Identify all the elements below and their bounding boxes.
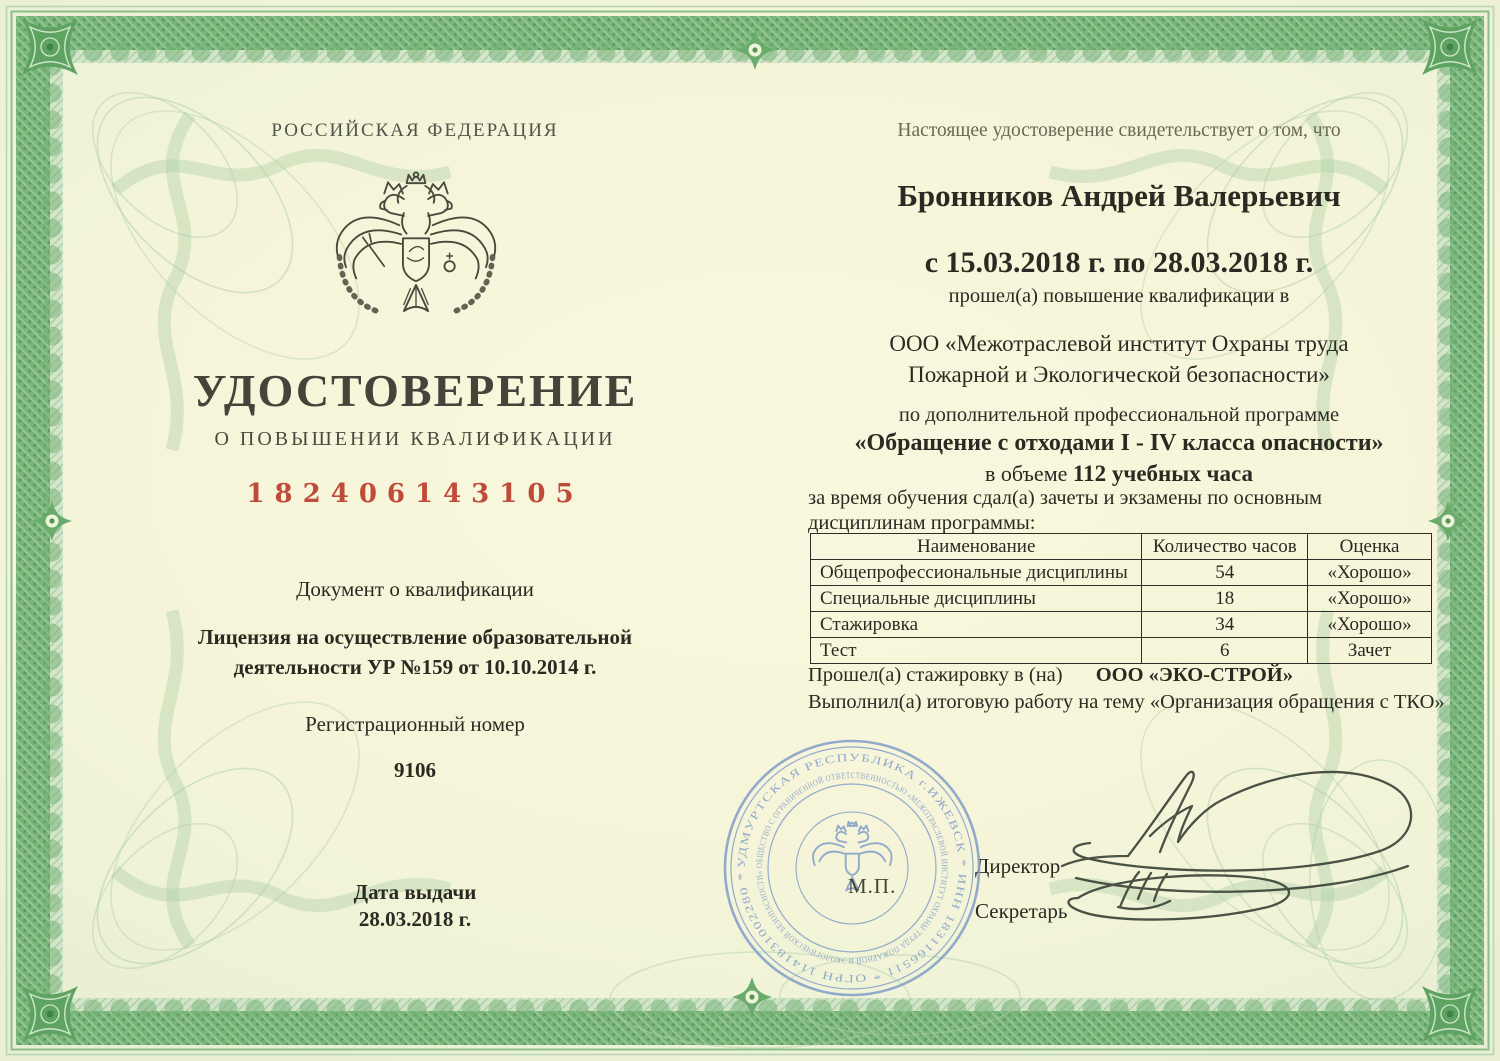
intro-line: Настоящее удостоверение свидетельствует о том, что [897, 120, 1341, 141]
certificate-subtitle: О ПОВЫШЕНИИ КВАЛИФИКАЦИИ [214, 428, 616, 450]
issue-date-label: Дата выдачи [353, 880, 477, 904]
svg-text:УДМУРТСКАЯ РЕСПУБЛИКА г.ИЖЕВСК [736, 752, 968, 984]
table-header-row [811, 534, 1432, 560]
final-work-line: Выполнил(а) итоговую работу на тему «Организация обращения с ТКО» [808, 691, 1445, 713]
director-signature [1062, 772, 1411, 892]
internship-line [808, 664, 1448, 687]
director-label: Директор [975, 854, 1061, 878]
official-stamp [718, 735, 988, 1005]
cell-name: Общепрофессиональные дисциплины [811, 560, 1142, 586]
secretary-signature [1069, 872, 1290, 920]
registration-number-value: 9106 [394, 758, 436, 782]
cell-hours: 34 [1142, 612, 1308, 638]
cell-name: Тест [811, 638, 1142, 664]
table-row [811, 612, 1432, 638]
program-label: по дополнительной профессиональной программе [898, 404, 1340, 426]
internship-prefix: Прошел(а) стажировку в (на) [808, 664, 1063, 686]
issue-date-value: 28.03.2018 г. [358, 907, 472, 931]
cell-grade: «Хорошо» [1308, 612, 1432, 638]
holder-name: Бронников Андрей Валерьевич [897, 178, 1341, 213]
mp-mark: М.П. [848, 874, 897, 898]
cell-name: Стажировка [811, 612, 1142, 638]
blank-number: 182406143105 [246, 479, 584, 509]
volume-prefix: в объеме [985, 461, 1073, 486]
cell-name: Специальные дисциплины [811, 586, 1142, 612]
certificate-title: УДОСТОВЕРЕНИЕ [192, 365, 638, 416]
internship-org: ООО «ЭКО-СТРОЙ» [1095, 664, 1293, 686]
disciplines-table [810, 533, 1432, 664]
volume-value: 112 учебных часа [1072, 461, 1253, 486]
col-header-grade: Оценка [1308, 534, 1432, 560]
volume-line [792, 461, 1446, 487]
signatures [1040, 748, 1430, 943]
cell-grade: Зачет [1308, 638, 1432, 664]
table-row [811, 586, 1432, 612]
country-header: РОССИЙСКАЯ ФЕДЕРАЦИЯ [271, 120, 559, 141]
license-line2: деятельности УР №159 от 10.10.2014 г. [233, 655, 597, 679]
registration-number-label: Регистрационный номер [305, 712, 525, 736]
organization-line1: ООО «Межотраслевой институт Охраны труда [889, 331, 1349, 356]
organization-line2: Пожарной и Экологической безопасности» [908, 362, 1330, 387]
exams-line [808, 486, 1428, 536]
coat-of-arms-icon [332, 160, 500, 352]
cell-hours: 6 [1142, 638, 1308, 664]
cell-hours: 54 [1142, 560, 1308, 586]
col-header-hours: Количество часов [1142, 534, 1308, 560]
col-header-name: Наименование [811, 534, 1142, 560]
secretary-label: Секретарь [975, 899, 1068, 923]
table-row [811, 638, 1432, 664]
table-row [811, 560, 1432, 586]
program-name: «Обращение с отходами I - IV класса опасности» [854, 430, 1384, 456]
exams-line2: дисциплинам программы: [808, 512, 1036, 534]
training-type-line: прошел(а) повышение квалификации в [948, 285, 1290, 307]
document-type-label: Документ о квалификации [296, 577, 534, 601]
cell-hours: 18 [1142, 586, 1308, 612]
license-info [90, 622, 740, 682]
training-period: с 15.03.2018 г. по 28.03.2018 г. [924, 246, 1314, 279]
organization-name [792, 328, 1446, 390]
cell-grade: «Хорошо» [1308, 560, 1432, 586]
license-line1: Лицензия на осуществление образовательной [197, 625, 633, 649]
stamp-outer-text: УДМУРТСКАЯ РЕСПУБЛИКА г.ИЖЕВСК * ИНН 1831166511 * ОГРН 1141831002280 * [735, 751, 969, 985]
cell-grade: «Хорошо» [1308, 586, 1432, 612]
stamp-inner-text: ОБЩЕСТВО С ОГРАНИЧЕННОЙ ОТВЕТСТВЕННОСТЬЮ «МЕЖОТРАСЛЕВОЙ ИНСТИТУТ ОХРАНЫ ТРУДА ПОЖАРНОЙ И ЭКОЛОГИЧЕСКОЙ БЕЗОПАСНОСТИ» [753, 769, 951, 967]
svg-text:ОБЩЕСТВО С ОГРАНИЧЕННОЙ ОТВЕТС [754, 770, 950, 966]
left-column [90, 0, 740, 1061]
exams-line1: за время обучения сдал(а) зачеты и экзамены по основным [808, 487, 1323, 509]
